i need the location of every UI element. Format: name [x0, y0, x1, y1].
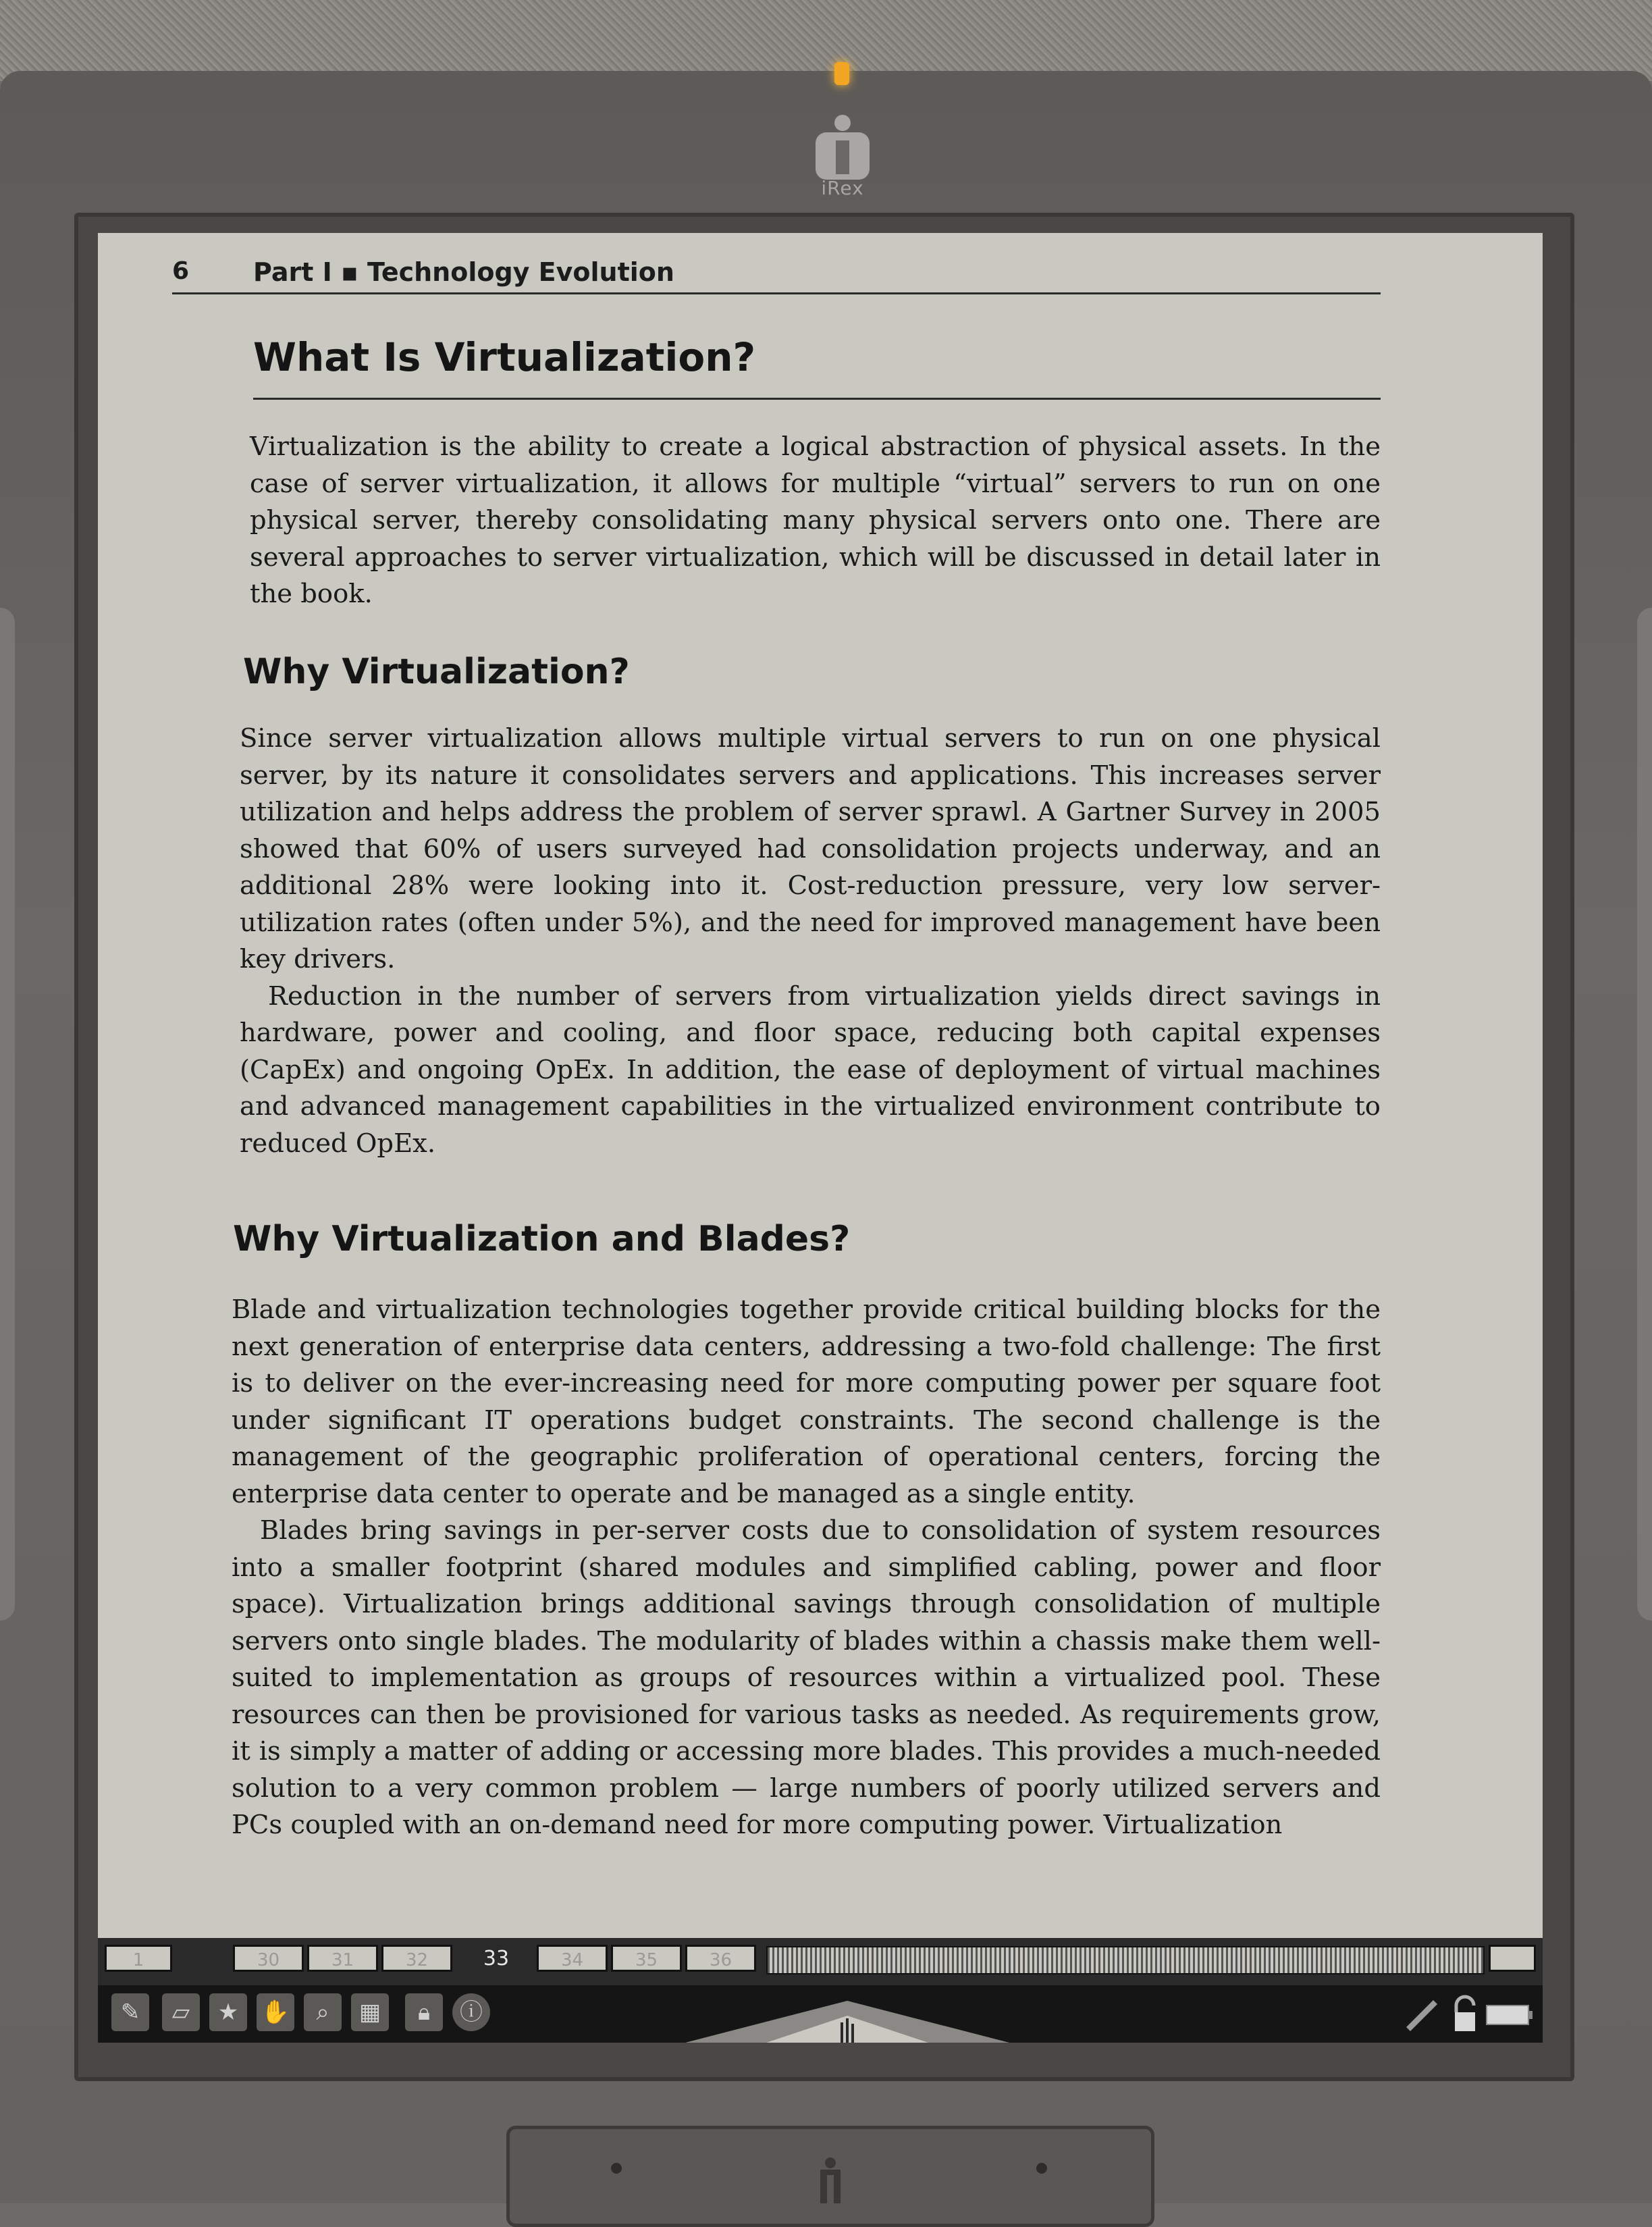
brand-label: iRex [821, 177, 864, 199]
eink-screen[interactable] [98, 233, 1543, 2043]
hand-icon[interactable]: ✋ [257, 1993, 294, 2031]
search-icon[interactable]: ⌕ [304, 1993, 342, 2031]
grid-icon[interactable]: ▦ [351, 1993, 389, 2031]
section-body-why [240, 720, 1381, 1162]
stylus-icon[interactable] [1401, 1992, 1441, 2033]
section-heading-what-is: What Is Virtualization? [253, 334, 1381, 400]
paragraph: Virtualization is the ability to create a logical abstraction of physical assets. In the case of server virtualization, it allows for multiple “virtual” servers to run on one physical server, thereby consolidating many physical servers onto one. There are several approaches to server virtualization, which will be discussed in detail later in the book. [250, 431, 1381, 609]
navigation-pad[interactable] [506, 2126, 1154, 2227]
battery-icon [1485, 2004, 1534, 2026]
device-left-edge [0, 608, 15, 1621]
page-number: 6 [172, 257, 190, 285]
page-box[interactable]: 1 [105, 1945, 172, 1972]
pad-logo-icon [814, 2156, 847, 2203]
menu-button-icon[interactable] [685, 1995, 1009, 2043]
section-body-what-is [250, 429, 1381, 613]
page-navigation-bar [98, 1938, 1543, 1985]
pen-icon[interactable]: ✎ [111, 1993, 149, 2031]
page-box[interactable]: 34 [537, 1945, 608, 1972]
paragraph: Reduction in the number of servers from virtualization yields direct savings in hardware, power and cooling, and floor space, reducing both capital expenses (CapEx) and ongoing OpEx. In addition, the ease of deployment of virtual machines and advanced management capabilities in the virtualized environment contribute to reduced OpEx. [240, 980, 1381, 1159]
page-box[interactable]: 32 [381, 1945, 452, 1972]
progress-ticks[interactable] [766, 1946, 1485, 1974]
running-header [172, 252, 1381, 294]
section-heading-blades: Why Virtualization and Blades? [233, 1219, 851, 1259]
page-box[interactable]: 35 [611, 1945, 682, 1972]
current-page-indicator: 33 [459, 1941, 533, 1977]
pad-dot-left [611, 2163, 622, 2174]
page-box[interactable]: 31 [307, 1945, 378, 1972]
lock-icon[interactable]: 🔒︎ [405, 1993, 443, 2031]
last-page-box[interactable] [1489, 1945, 1536, 1972]
irex-logo-icon [810, 113, 875, 181]
paragraph: Blade and virtualization technologies together provide critical building blocks for the next generation of enterprise data centers, addressing a two-fold challenge: The first is to deliver on the ever-increasing need for more computing power per square foot under significant IT operations budget constraints. The second challenge is the management of the geographic proliferation of operational centers, forcing the enterprise data center to operate and be managed as a single entity. [232, 1294, 1381, 1509]
page-box[interactable]: 36 [685, 1945, 756, 1972]
info-icon[interactable]: ⓘ [452, 1993, 490, 2031]
part-title: Part I ▪ Technology Evolution [253, 257, 674, 287]
section-body-blades [232, 1292, 1381, 1844]
status-led [834, 62, 849, 85]
bookmark-icon[interactable]: ★ [209, 1993, 247, 2031]
paragraph: Blades bring savings in per-server costs due to consolidation of system resources into a smaller footprint (shared modules and simplified cabling, power and floor space). Virtualization brings additional savings through consolidation of multiple servers onto single blades. The modularity of blades within a chassis make them well-suited to implementation as groups of resources within a virtualized pool. These resources can then be provisioned for various tasks as needed. As requirements grow, it is simply a matter of adding or accessing more blades. This provides a much-needed solution to a very common problem — large numbers of poorly utilized servers and PCs coupled with an on-demand need for more computing power. Virtualization [232, 1515, 1381, 1840]
page-box[interactable]: 30 [233, 1945, 304, 1972]
keylock-icon[interactable] [1448, 1993, 1482, 2034]
device-right-edge [1637, 608, 1652, 1621]
paragraph: Since server virtualization allows multiple virtual servers to run on one physical server, by its nature it consolidates servers and applications. This increases server utilization and helps address the problem of server sprawl. A Gartner Survey in 2005 showed that 60% of users surveyed had consolidation projects underway, and an additional 28% were looking into it. Cost-reduction pressure, very low server-utilization rates (often under 5%), and the need for improved management have been key drivers. [240, 723, 1381, 974]
eraser-icon[interactable]: ▱ [162, 1993, 200, 2031]
section-heading-why: Why Virtualization? [243, 652, 630, 692]
desk-surface [0, 0, 1652, 81]
pad-dot-right [1036, 2163, 1047, 2174]
